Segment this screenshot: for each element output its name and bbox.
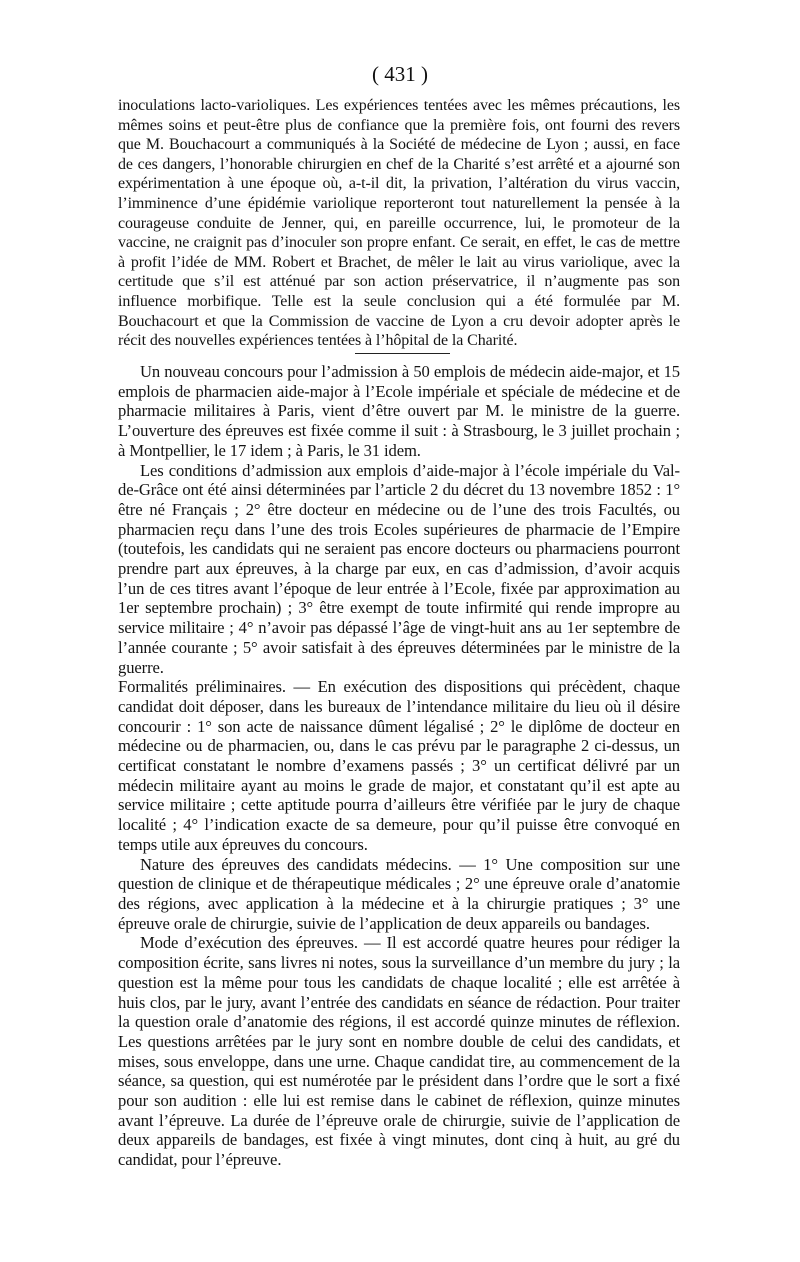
paragraph-conditions: Les conditions d’admission aux emplois d’aide-major à l’école impériale du Val-de-Grâce ont été ainsi déterminées par l’article 2 du décret du 13 novembre 1852 : 1° être né Français ; 2° être docteur en médecine ou de l’une des trois Facultés, ou pharmacien reçu dans l’une des trois Ecoles supérieures de pharmacie de l’Empire (toutefois, les candidats qui ne seraient pas encore docteurs ou pharmaciens pourront prendre part aux épreuves, à la charge par eux, en cas d’admission, d’avoir acquis l’un de ces titres avant l’époque de leur entrée à l’Ecole, fixée par approximation au 1er septembre prochain) ; 3° être exempt de toute infirmité qui rende impropre au service militaire ; 4° n’avoir pas dépassé l’âge de vingt-huit ans au 1er septembre de l’année courante ; 5° avoir satisfait à des épreuves déterminées par le ministre de la guerre. <box>118 460 680 677</box>
paragraph-nature-epreuves: Nature des épreuves des candidats médecins. — 1° Une composition sur une question de clinique et de thérapeutique médicales ; 2° une épreuve orale d’anatomie des régions, avec application à la médecine et à la chirurgie pratiques ; 3° une épreuve orale de chirurgie, suivie de l’application de deux appareils ou bandages. <box>118 854 680 933</box>
paragraph-inoculations: inoculations lacto-varioliques. Les expériences tentées avec les mêmes précautions, les mêmes soins et peut-être plus de confiance que la première fois, ont fourni des revers que M. Bouchacourt a communiqués à la Société de médecine de Lyon ; aussi, en face de ces dangers, l’honorable chirurgien en chef de la Charité s’est arrêté et a ajourné son expérimentation à une époque où, a-t-il dit, la privation, l’altération du virus vaccin, l’imminence d’une épidémie variolique reporteront tout naturellement la pensée à la courageuse conduite de Jenner, qui, en pareille occurrence, lui, le promoteur de la vaccine, ne craignit pas d’inoculer son propre enfant. Ce serait, en effet, le cas de mettre à profit l’idée de MM. Robert et Brachet, de mêler le lait au virus variolique, avec la certitude que s’il est atténué par son action préservatrice, il n’augmente pas son influence morbifique. Telle est la seule conclusion qui a été formulée par M. Bouchacourt et que la Commission de vaccine de Lyon a cru devoir adopter après le récit des nouvelles expériences tentées à l’hôpital de la Charité. <box>118 97 680 350</box>
paragraph-concours: Un nouveau concours pour l’admission à 50 emplois de médecin aide-major, et 15 emplois de pharmacien aide-major à l’Ecole impériale et spéciale de médecine et de pharmacie militaires à Paris, vient d’être ouvert par M. le ministre de la guerre. L’ouverture des épreuves est fixée comme il suit : à Strasbourg, le 3 juillet prochain ; à Montpellier, le 17 idem ; à Paris, le 31 idem. <box>118 362 680 460</box>
text-block-concours <box>118 362 680 1170</box>
text-block-top <box>118 96 680 351</box>
paragraph-mode-execution: Mode d’exécution des épreuves. — Il est accordé quatre heures pour rédiger la composition écrite, sans livres ni notes, sous la surveillance d’un membre du jury ; la question est la même pour tous les candidats de chaque localité ; elle est arrêtée à huis clos, par le jury, avant l’entrée des candidats en séance de rédaction. Pour traiter la question orale d’anatomie des régions, il est accordé quinze minutes de réflexion. Les questions arrêtées par le jury sont en nombre double de celui des candidats, et mises, sous enveloppe, dans une urne. Chaque candidat tire, au commencement de la séance, sa question, qui est numérotée par le président dans l’ordre que le sort a fixé pour son audition : elle lui est remise dans le cabinet de réflexion, quinze minutes avant l’épreuve. La durée de l’épreuve orale de chirurgie, suivie de l’application de deux appareils de bandages, est fixée à vingt minutes, dont cinq à huit, au gré du candidat, pour l’épreuve. <box>118 933 680 1170</box>
paragraph-formalites: Formalités préliminaires. — En exécution des dispositions qui précèdent, chaque candidat doit déposer, dans les bureaux de l’intendance militaire du lieu où il désire concourir : 1° son acte de naissance dûment légalisé ; 2° le diplôme de docteur en médecine ou de pharmacien, ou, dans le cas prévu par le paragraphe 2 ci-dessus, un certificat constatant le nombre d’examens passés ; 3° un certificat délivré par un médecin militaire ayant au moins le grade de major, et constatant qu’il est apte au service militaire ; cette aptitude pourra d’ailleurs être vérifiée par le jury de chaque localité ; 4° l’indication exacte de sa demeure, pour qu’il puisse être convoqué en temps utile aux épreuves du concours. <box>118 677 680 854</box>
page-number: ( 431 ) <box>372 62 428 86</box>
section-divider <box>355 353 450 354</box>
